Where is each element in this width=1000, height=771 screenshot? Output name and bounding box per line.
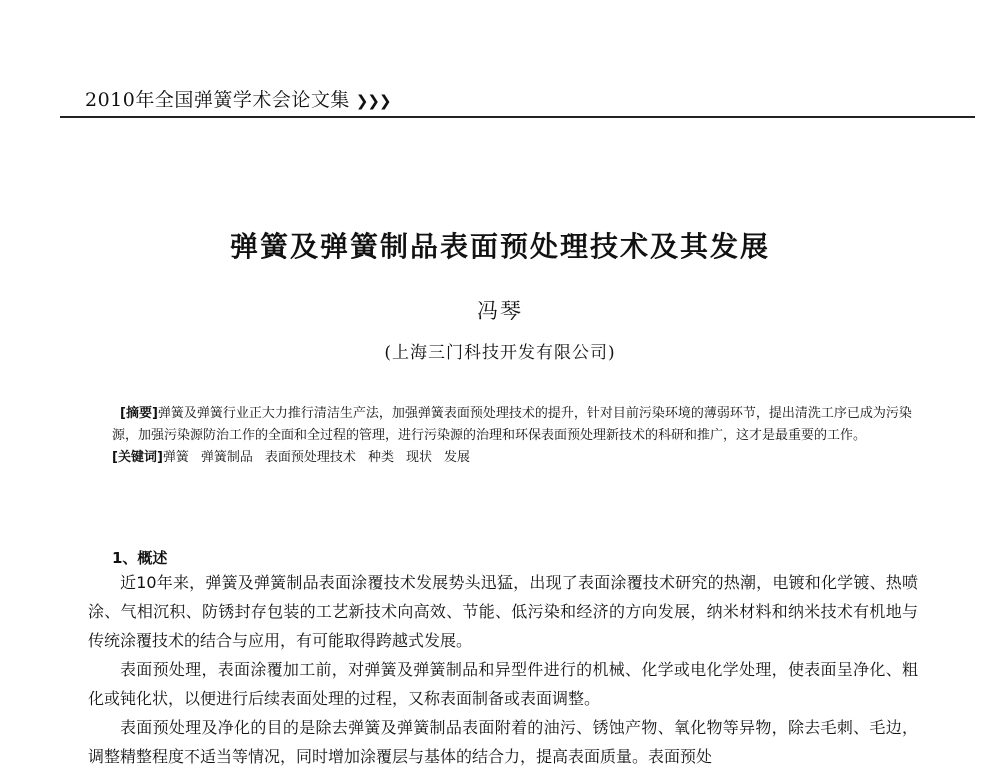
- keyword-item: 种类: [367, 450, 394, 465]
- keyword-item: 表面预处理技术: [264, 450, 356, 465]
- body-paragraph: 表面预处理及净化的目的是除去弹簧及弹簧制品表面附着的油污、锈蚀产物、氧化物等异物，除去毛刺、毛边，调整精整程度不适当等情况，同时增加涂覆层与基体的结合力，提高表面质量。表面预处: [88, 718, 918, 766]
- author-affiliation: (上海三门科技开发有限公司): [384, 343, 616, 363]
- keyword-item: 发展: [443, 450, 470, 465]
- abstract-label: [摘要]: [120, 406, 158, 421]
- abstract-paragraph: [112, 403, 912, 447]
- keyword-item: 弹簧: [162, 450, 189, 465]
- abstract-text: 弹簧及弹簧行业正大力推行清洁生产法，加强弹簧表面预处理技术的提升，针对目前污染环境的薄弱环节，提出清洗工序已成为污染源，加强污染源防治工作的全面和全过程的管理，进行污染源的治理和环保表面预处理新技术的科研和推广，这才是最重要的工作。: [112, 406, 912, 443]
- paper-title: 弹簧及弹簧制品表面预处理技术及其发展: [229, 230, 770, 263]
- keyword-item: 现状: [405, 450, 432, 465]
- running-header-text: 2010年全国弹簧学术会论文集: [85, 89, 350, 111]
- author-name: 冯琴: [477, 299, 523, 323]
- chevron-right-triple-icon: ❯❯❯: [355, 92, 391, 110]
- header-rule: [60, 116, 975, 118]
- body-paragraph: 表面预处理，表面涂覆加工前，对弹簧及弹簧制品和异型件进行的机械、化学或电化学处理，使表面呈净化、粗化或钝化状，以便进行后续表面处理的过程，又称表面制备或表面调整。: [88, 660, 918, 708]
- section-heading: 1、概述: [112, 549, 168, 567]
- keyword-item: 弹簧制品: [200, 450, 253, 465]
- abstract-block: [112, 403, 912, 469]
- body-paragraph: 近10年来，弹簧及弹簧制品表面涂覆技术发展势头迅猛，出现了表面涂覆技术研究的热潮，电镀和化学镀、热喷涂、气相沉积、防锈封存包装的工艺新技术向高效、节能、低污染和经济的方向发展，纳米材料和纳米技术有机地与传统涂覆技术的结合与应用，有可能取得跨越式发展。: [88, 573, 918, 650]
- section-body: [88, 568, 918, 771]
- keywords-label: [关键词]: [112, 450, 163, 465]
- running-header: [85, 85, 391, 112]
- keywords-line: [112, 447, 912, 469]
